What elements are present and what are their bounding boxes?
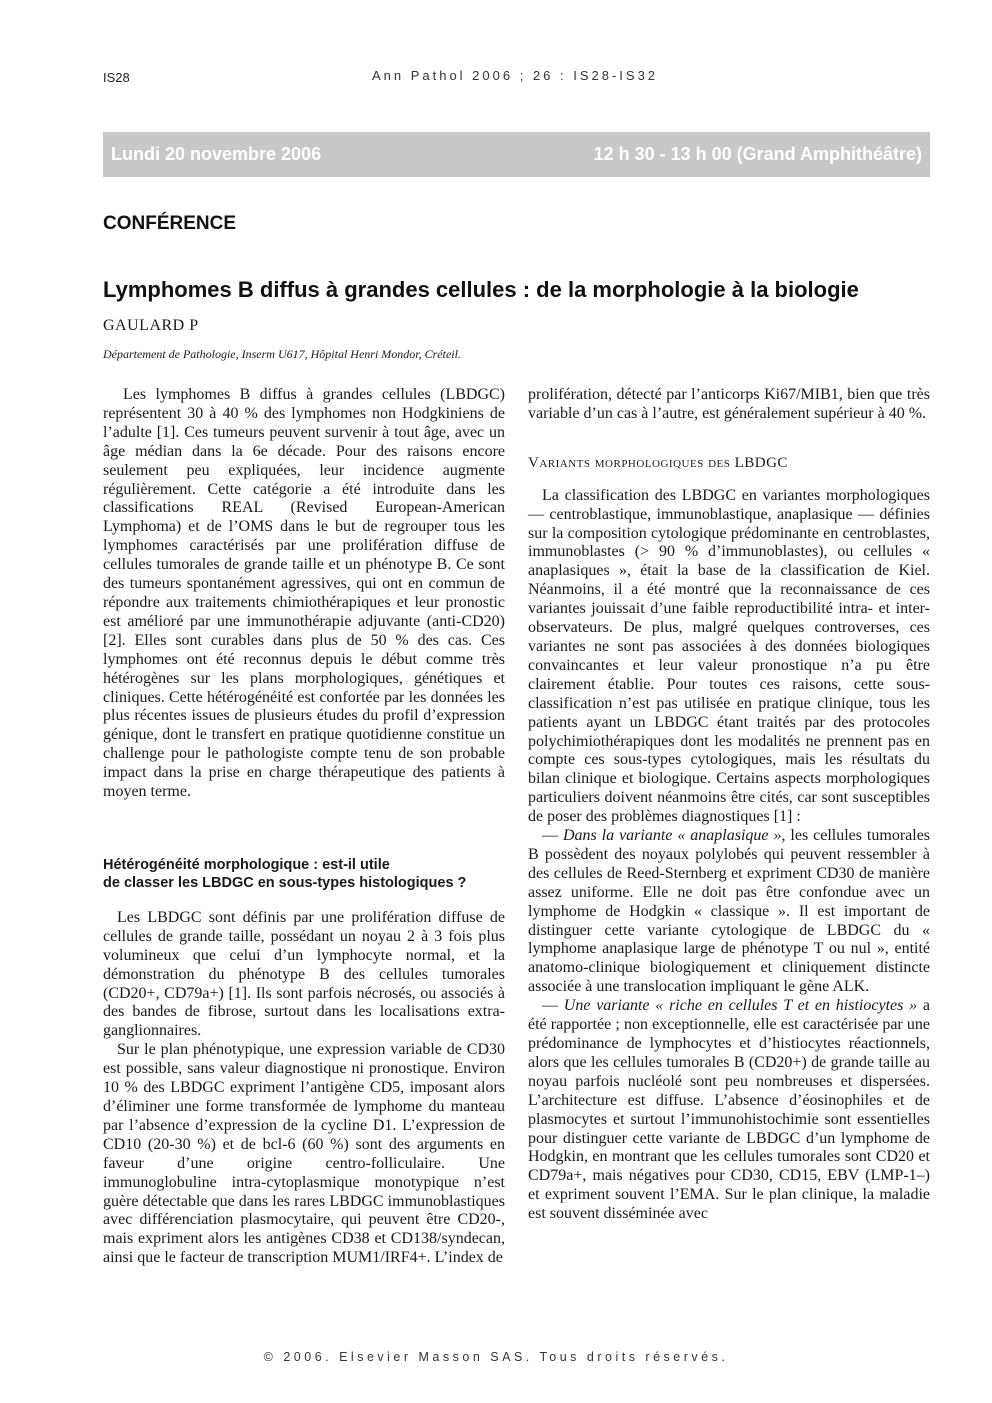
emphasis-text: Une variante « riche en cellules T et en histiocytes » [563, 997, 918, 1015]
body-paragraph-classification: La classification des LBDGC en variantes morphologiques — centroblastique, immunoblastique, anaplasique — définies sur la composition cytologique prédominante en centroblastes, immunoblastes (> 90 % d’immunoblastes), ou cellules « anaplasiques », était la base de la classification de Kiel. Néanmoins, il a été montré que la reconnaissance de ces variantes jouissait d’une faible reproductibilité intra- et inter-observateurs. De plus, malgré quelques controverses, ces variantes ne sont pas associées à des données biologiques convaincantes et leur valeur pronostique n’a pu être clairement établie. Pour toutes ces raisons, cette sous-classification n’est pas utilisée en pratique clinique, tous les patients ayant un LBDGC étant traités par des protocoles polychimiothérapiques dont les modalités ne prennent pas en compte ces sous-types cytologiques, mais les résultats du bilan clinique et biologique. Certains aspects morphologiques particuliers doivent néanmoins être cités, car sont susceptibles de poser des problèmes diagnostiques [1] : [528, 486, 930, 826]
section-type-label: CONFÉRENCE [103, 213, 237, 234]
body-paragraph-definition: Les LBDGC sont définis par une prolifération diffuse de cellules de grande taille, possédant un noyau 2 à 3 fois plus volumineux que celui d’un lymphocyte normal, et la démonstration du phénotype B des cellules tumorales (CD20+, CD79a+) [1]. Ils sont parfois nécrosés, ou associés à des bandes de fibrose, surtout dans les localisations extra-ganglionnaires. [103, 908, 505, 1040]
body-paragraph-phenotype: Sur le plan phénotypique, une expression variable de CD30 est possible, sans valeur diagnostique ni pronostique. Environ 10 % des LBDGC expriment l’antigène CD5, imposant alors d’éliminer une forme transformée de lymphome du manteau par l’absence d’expression de la cycline D1. L’expression de CD10 (20-30 %) et de bcl-6 (60 %) sont des arguments en faveur d’une origine centro-folliculaire. Une immunoglobuline intra-cytoplasmique monotypique n’est guère détectable que dans les rares LBDGC immunoblastiques avec différenciation plasmocytaire, qui peuvent être CD20-, mais expriment alors les antigènes CD38 et CD138/syndecan, ainsi que le facteur de transcription MUM1/IRF4+. L’index de [103, 1041, 505, 1267]
article-title: Lymphomes B diffus à grandes cellules : de la morphologie à la biologie [103, 277, 859, 302]
emphasis-text: Dans la variante « anaplasique » [562, 827, 782, 845]
left-column [103, 386, 505, 1268]
body-paragraph-continued: prolifération, détecté par l’anticorps Ki67/MIB1, bien que très variable d’un cas à l’autre, est généralement supérieur à 40 %. [528, 386, 930, 422]
list-item-anaplasique [528, 827, 930, 997]
right-column [528, 386, 930, 1224]
author-name: GAULARD P [103, 317, 199, 334]
session-date: Lundi 20 novembre 2006 [111, 144, 322, 164]
session-banner [103, 132, 930, 177]
copyright-footer: © 2006. Elsevier Masson SAS. Tous droits réservés. [263, 1350, 729, 1364]
section-heading-line-2: de classer les LBDGC en sous-types histologiques ? [103, 874, 467, 891]
session-time: 12 h 30 - 13 h 00 (Grand Amphithéâtre) [593, 144, 922, 164]
dash: — [542, 827, 563, 845]
list-item-riche-cellules-t [528, 997, 930, 1224]
intro-paragraph: Les lymphomes B diffus à grandes cellules (LBDGC) représentent 30 à 40 % des lymphomes non Hodgkiniens de l’adulte [1]. Ces tumeurs peuvent survenir à tout âge, avec un âge médian dans la 6e décade. Pour des raisons encore seulement peu expliquées, leur incidence augmente régulièrement. Cette catégorie a été introduite dans les classifications REAL (Revised European-American Lymphoma) et de l’OMS dans le but de regrouper tous les lymphomes caractérisés par une prolifération diffuse de cellules tumorales de grande taille et un phénotype B. Ce sont des tumeurs spontanément agressives, qui ont en commun de répondre aux traitements chimiothérapiques et leur pronostic est amélioré par une immunothérapie adjuvante (anti-CD20) [2]. Elles sont curables dans plus de 50 % des cas. Ces lymphomes ont été reconnus depuis le début comme très hétérogènes sur les plans morphologiques, génétiques et cliniques. Cette hétérogénéité est confortée par les données les plus récentes issues de plusieurs études du profil d’expression génique, dont le transfert en pratique quotidienne constitue un challenge pour le pathologiste compte tenu de son probable impact dans la prise en charge thérapeutique des patients à moyen terme. [103, 386, 505, 801]
section-heading-heterogeneite [103, 856, 505, 892]
author-affiliation: Département de Pathologie, Inserm U617, Hôpital Henri Mondor, Créteil. [103, 347, 461, 361]
dash: — [542, 997, 564, 1015]
journal-reference: Ann Pathol 2006 ; 26 : IS28-IS32 [371, 68, 659, 83]
section-heading-line-1: Hétérogénéité morphologique : est-il utile [103, 856, 390, 873]
list-item-text: , les cellules tumorales B possèdent des noyaux polylobés qui peuvent ressembler à des cellules de Reed-Sternberg et expriment CD30 de manière assez uniforme. Elle ne doit pas être confondue avec un lymphome de Hodgkin « classique ». Il est important de distinguer cette variante cytologique de LBDGC du « lymphome anaplasique large de phénotype T ou nul », entité anatomo-clinique biologiquement et cliniquement distincte associée à une translocation impliquant le gène ALK. [528, 827, 931, 996]
list-item-text: a été rapportée ; non exceptionnelle, elle est caractérisée par une prédominance de lymphocytes et d’histiocytes réactionnels, alors que les cellules tumorales B (CD20+) de grande taille au noyau parfois nucléolé sont peu nombreuses et dispersées. L’architecture est diffuse. L’absence d’éosinophiles et de plasmocytes et surtout l’immunohistochimie sont essentielles pour distinguer cette variante de LBDGC d’un lymphome de Hodgkin, en montrant que les cellules tumorales sont CD20 et CD79a+, mais négatives pour CD30, CD15, EBV (LMP-1–) et expriment souvent l’EMA. Sur le plan clinique, la maladie est souvent disséminée avec [528, 997, 930, 1223]
section-heading-variants: Variants morphologiques des LBDGC [528, 454, 788, 471]
page-number: IS28 [103, 70, 130, 85]
